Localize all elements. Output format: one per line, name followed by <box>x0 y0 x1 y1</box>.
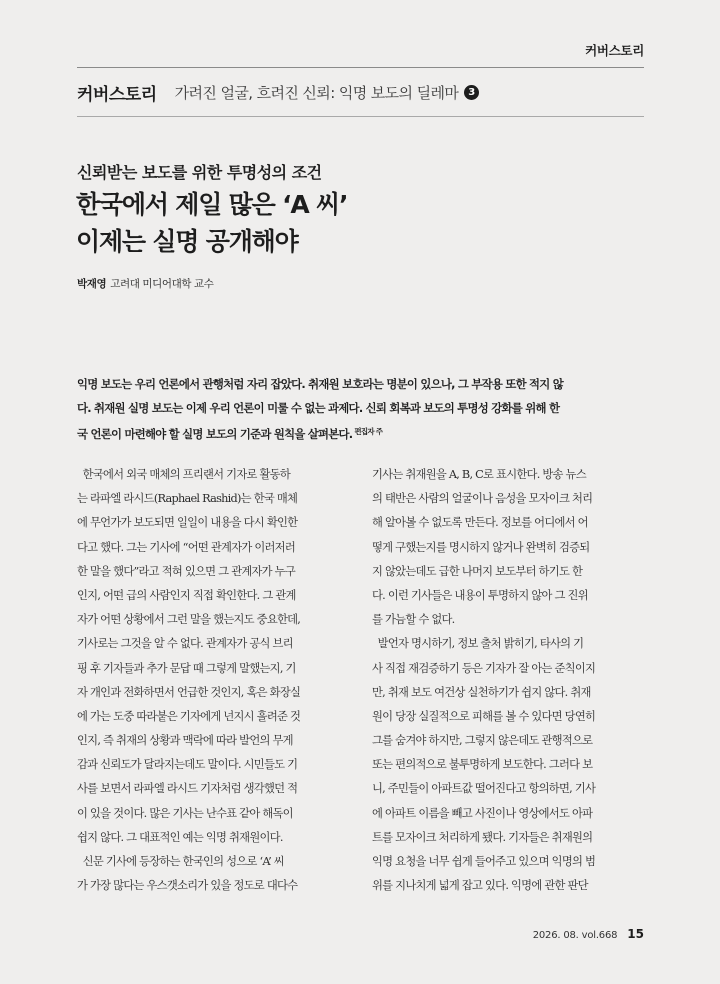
body-text-line: 가 가장 많다는 우스갯소리가 있을 정도로 대다수 <box>77 879 298 893</box>
section-name: 커버스토리 <box>77 85 157 105</box>
page-number: 15 <box>627 927 644 941</box>
page-footer <box>533 927 644 941</box>
body-column-right <box>372 463 644 898</box>
body-text-line: 인지, 즉 취재의 상황과 맥락에 따라 발언의 무게 <box>77 734 293 748</box>
body-text-line: 그를 숨겨야 하지만, 그렇지 않은데도 관행적으로 <box>372 734 593 748</box>
body-text-line: 기사로는 그것을 알 수 없다. 관계자가 공식 브리 <box>77 637 293 651</box>
body-text-line: 만, 취재 보도 여건상 실천하기가 쉽지 않다. 취재 <box>372 685 591 699</box>
body-text-line: 다고 했다. 그는 기사에 “어떤 관계자가 이러저러 <box>77 540 296 554</box>
article-headline <box>76 186 347 260</box>
editor-note: 편집자 주 <box>354 427 383 436</box>
lead-line <box>77 420 647 447</box>
body-text-line: 이 있을 것이다. 많은 기사는 난수표 같아 해독이 <box>77 806 293 820</box>
running-head: 커버스토리 <box>585 43 644 58</box>
section-rule <box>77 116 644 117</box>
series-number-badge: 3 <box>464 85 479 100</box>
body-text-line: 한 말을 했다”라고 적혀 있으면 그 관계자가 누구 <box>77 564 296 578</box>
top-rule <box>77 67 644 68</box>
headline-line-2: 이제는 실명 공개해야 <box>76 227 298 256</box>
lead-line: 익명 보도는 우리 언론에서 관행처럼 자리 잡았다. 취재원 보호라는 명분이 있으나, 그 부작용 또한 적지 않 <box>77 377 564 391</box>
headline-line-1: 한국에서 제일 많은 ‘A 씨’ <box>76 190 348 219</box>
body-text-line: 는 라파엘 라시드(Raphael Rashid)는 한국 매체 <box>77 492 298 506</box>
body-text-line: 떻게 구했는지를 명시하지 않거나 완벽히 검증되 <box>372 540 590 554</box>
body-text-line: 익명 요청을 너무 쉽게 들어주고 있으며 익명의 범 <box>372 855 596 868</box>
body-text-line: 에 무언가가 보도되면 일일이 내용을 다시 확인한 <box>77 516 298 530</box>
body-text-line: 원이 당장 실질적으로 피해를 볼 수 있다면 당연히 <box>372 709 596 723</box>
body-text-line: 트를 모자이크 처리하게 됐다. 기자들은 취재원의 <box>372 830 593 844</box>
body-text-line: 감과 신뢰도가 달라지는데도 말이다. 시민들도 기 <box>77 758 298 772</box>
body-text-line: 한국에서 외국 매체의 프리랜서 기자로 활동하 <box>77 468 290 481</box>
body-text-line: 다. 이런 기사들은 내용이 투명하지 않아 그 진위 <box>372 588 588 602</box>
body-text-line: 발언자 명시하기, 정보 출처 밝히기, 타사의 기 <box>372 637 584 651</box>
body-text-line: 사를 보면서 라파엘 라시드 기자처럼 생각했던 적 <box>77 782 298 796</box>
author-name: 박재영 <box>77 278 107 290</box>
byline <box>77 276 214 291</box>
series-title: 가려진 얼굴, 흐려진 신뢰: 익명 보도의 딜레마 <box>174 84 459 102</box>
body-text-line: 지 않았는데도 급한 나머지 보도부터 하기도 한 <box>372 564 583 578</box>
lead-paragraph <box>77 373 647 447</box>
body-text-line: 또는 편의적으로 불투명하게 보도한다. 그러다 보 <box>372 758 593 772</box>
section-header <box>77 80 644 105</box>
body-text-line: 인지, 어떤 급의 사람인지 직접 확인한다. 그 관계 <box>77 588 296 602</box>
body-text-line: 에 아파트 이름을 빼고 사진이나 영상에서도 아파 <box>372 806 593 820</box>
lead-line: 다. 취재원 실명 보도는 이제 우리 언론이 미룰 수 없는 과제다. 신뢰 회복과 보도의 투명성 강화를 위해 한 <box>77 400 560 415</box>
body-text-line: 신문 기사에 등장하는 한국인의 성으로 ‘A’ 씨 <box>77 855 284 868</box>
body-text-line: 위를 지나치게 넓게 잡고 있다. 익명에 관한 판단 <box>372 879 588 893</box>
lead-line-text: 국 언론이 마련해야 할 실명 보도의 기준과 원칙을 살펴본다. <box>77 427 353 441</box>
issue-info: 2026. 08. vol.668 <box>532 930 618 941</box>
body-text-line: 핑 후 기자들과 추가 문답 때 그렇게 말했는지, 기 <box>77 661 296 675</box>
body-text-line: 니, 주민들이 아파트값 떨어진다고 항의하면, 기사 <box>372 782 596 796</box>
body-text-line: 를 가늠할 수 없다. <box>372 613 455 627</box>
body-text-line: 자가 어떤 상황에서 그런 말을 했는지도 중요한데, <box>77 613 301 627</box>
body-text-line: 에 가는 도중 따라붙은 기자에게 넌지시 흘려준 것 <box>77 709 301 723</box>
body-text-line: 사 직접 재검증하기 등은 기자가 잘 아는 준칙이지 <box>372 661 596 675</box>
body-text-line: 기사는 취재원을 A, B, C로 표시한다. 방송 뉴스 <box>372 468 586 481</box>
article-kicker: 신뢰받는 보도를 위한 투명성의 조건 <box>77 163 322 182</box>
body-text-line: 의 태반은 사람의 얼굴이나 음성을 모자이크 처리 <box>372 492 593 506</box>
body-text-line: 해 알아볼 수 없도록 만든다. 정보를 어디에서 어 <box>372 516 588 530</box>
body-text-line: 자 개인과 전화하면서 언급한 것인지, 혹은 화장실 <box>77 685 301 699</box>
body-text-line: 쉽지 않다. 그 대표적인 예는 익명 취재원이다. <box>77 830 283 844</box>
author-affiliation: 고려대 미디어대학 교수 <box>110 278 214 290</box>
body-column-left <box>77 463 349 898</box>
